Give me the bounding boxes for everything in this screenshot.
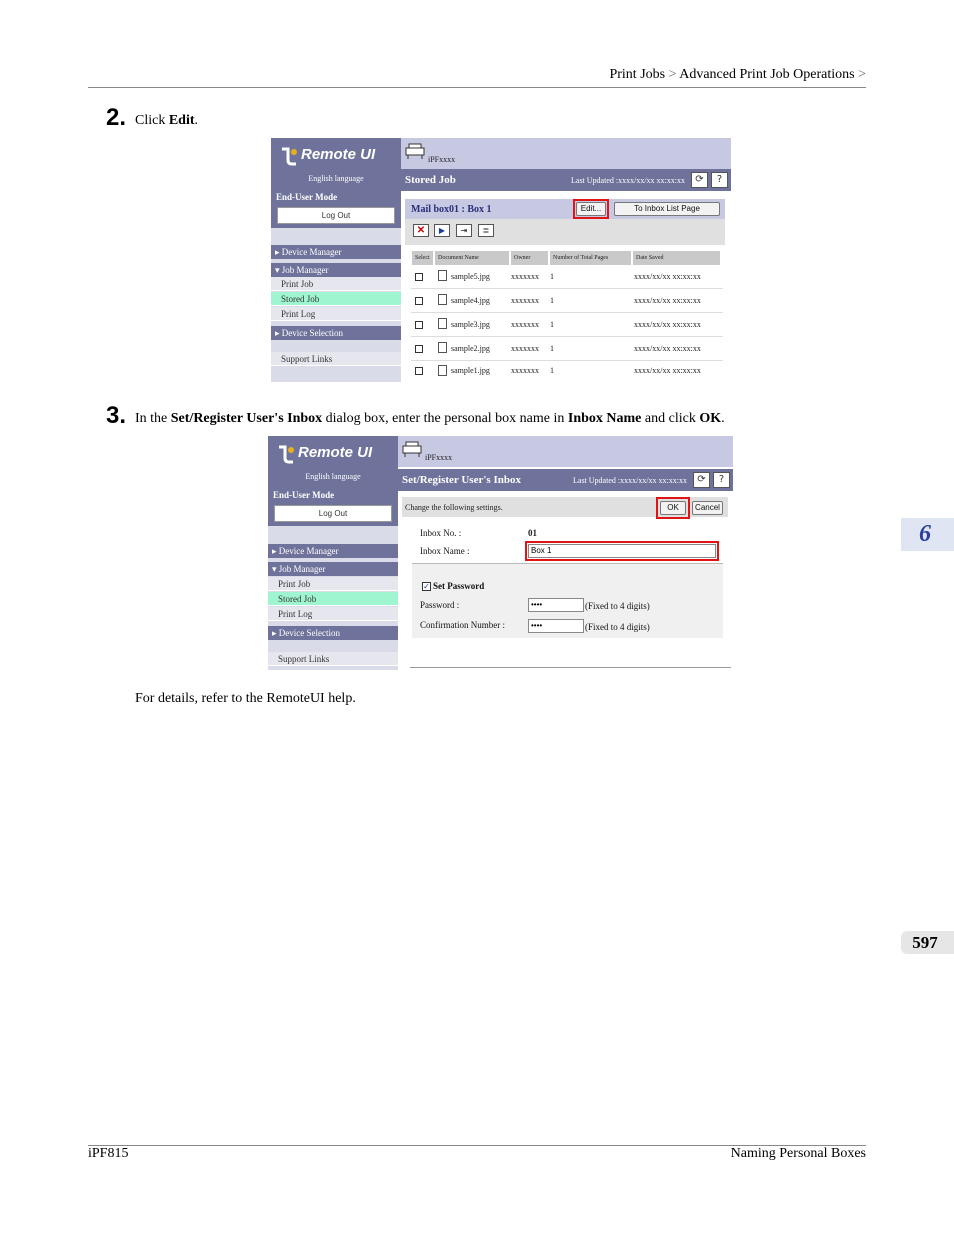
printer-name: iPFxxxx [425, 453, 453, 462]
nav-print-job[interactable]: Print Job [268, 577, 398, 591]
nav-stored-job[interactable]: Stored Job [268, 592, 398, 606]
inbox-no-label: Inbox No. : [420, 528, 462, 538]
password-note: (Fixed to 4 digits) [585, 601, 650, 611]
inbox-name-label: Inbox Name : [420, 546, 470, 556]
printer-bar [401, 138, 731, 169]
column-header-owner[interactable]: Owner [511, 251, 548, 265]
set-password-label: Set Password [433, 581, 485, 591]
document-name[interactable]: sample3.jpg [451, 320, 490, 329]
document-name[interactable]: sample1.jpg [451, 366, 490, 375]
print-icon[interactable]: ▶ [434, 224, 450, 237]
owner: xxxxxxx [511, 366, 539, 375]
date-saved: xxxx/xx/xx xx:xx:xx [634, 320, 701, 329]
document-icon [438, 342, 447, 353]
header-divider [88, 87, 866, 88]
nav-device-selection[interactable]: ▸ Device Selection [271, 326, 401, 340]
total-pages: 1 [550, 366, 554, 375]
breadcrumb-advanced-print-job-operations[interactable]: Advanced Print Job Operations [679, 67, 855, 82]
logout-button[interactable]: Log Out [277, 207, 395, 224]
nav-stored-job[interactable]: Stored Job [271, 292, 401, 306]
title-bar [398, 469, 733, 491]
box-title: Mail box01 : Box 1 [411, 204, 492, 215]
document-name[interactable]: sample2.jpg [451, 344, 490, 353]
nav-device-manager[interactable]: ▸ Device Manager [268, 544, 398, 558]
date-saved: xxxx/xx/xx xx:xx:xx [634, 344, 701, 353]
section-divider [412, 563, 723, 564]
total-pages: 1 [550, 296, 554, 305]
printer-icon [402, 441, 422, 457]
edit-button[interactable]: Edit... [576, 202, 606, 216]
column-header-document-name[interactable]: Document Name [435, 251, 509, 265]
table-row[interactable] [411, 337, 723, 361]
language-label: English language [308, 174, 364, 183]
nav-support-links[interactable]: Support Links [268, 652, 398, 666]
ok-button[interactable]: OK [660, 501, 686, 515]
document-icon [438, 294, 447, 305]
help-note: For details, refer to the RemoteUI help. [135, 691, 356, 706]
nav-print-job[interactable]: Print Job [271, 277, 401, 291]
confirmation-label: Confirmation Number : [420, 620, 505, 630]
table-row[interactable] [411, 289, 723, 313]
set-password-checkbox[interactable]: ✓ [423, 582, 430, 591]
edit-highlight [573, 199, 609, 219]
move-icon[interactable]: ⇥ [456, 224, 472, 237]
nav-print-log[interactable]: Print Log [271, 307, 401, 321]
password-field[interactable]: •••• [528, 598, 584, 612]
date-saved: xxxx/xx/xx xx:xx:xx [634, 272, 701, 281]
help-icon[interactable]: ? [711, 172, 728, 188]
total-pages: 1 [550, 272, 554, 281]
select-checkbox[interactable] [415, 345, 423, 353]
date-saved: xxxx/xx/xx xx:xx:xx [634, 366, 701, 375]
column-header-date-saved[interactable]: Date Saved [633, 251, 720, 265]
stored-job-screenshot [271, 138, 731, 382]
select-checkbox[interactable] [415, 321, 423, 329]
table-row[interactable] [411, 361, 723, 382]
nav-device-manager[interactable]: ▸ Device Manager [271, 245, 401, 259]
column-header-select: Select [412, 251, 433, 265]
nav-device-selection[interactable]: ▸ Device Selection [268, 626, 398, 640]
chapter-tab[interactable]: 6 [901, 518, 954, 551]
last-updated: Last Updated :xxxx/xx/xx xx:xx:xx [571, 176, 685, 185]
inbox-no-value: 01 [528, 528, 537, 538]
nav-support-links[interactable]: Support Links [271, 352, 401, 366]
step-text: In the Set/Register User's Inbox dialog box, enter the personal box name in Inbox Name and click OK. [135, 411, 725, 426]
breadcrumb-separator: > [668, 67, 677, 82]
step-text: Click Edit. [135, 113, 199, 128]
ok-highlight [656, 497, 690, 519]
select-checkbox[interactable] [415, 297, 423, 305]
total-pages: 1 [550, 344, 554, 353]
table-row[interactable] [411, 313, 723, 337]
inbox-name-highlight [525, 541, 719, 561]
breadcrumb [609, 67, 866, 83]
main-panel [398, 436, 733, 670]
nav-job-manager[interactable]: ▾ Job Manager [271, 263, 401, 277]
document-icon [438, 318, 447, 329]
select-checkbox[interactable] [415, 273, 423, 281]
logout-button[interactable]: Log Out [274, 505, 392, 522]
mode-label: End-User Mode [276, 192, 338, 202]
document-icon [438, 270, 447, 281]
breadcrumb-separator: > [858, 67, 866, 82]
details-icon[interactable]: ≣ [478, 224, 494, 237]
printer-bar [398, 436, 733, 467]
remote-ui-logo: Remote UI [271, 138, 401, 192]
nav-print-log[interactable]: Print Log [268, 607, 398, 621]
password-label: Password : [420, 600, 460, 610]
document-icon [438, 365, 447, 376]
inbox-list-button[interactable]: To Inbox List Page [614, 202, 720, 216]
remote-ui-logo-icon [276, 444, 296, 464]
page-title: Set/Register User's Inbox [402, 474, 521, 486]
date-saved: xxxx/xx/xx xx:xx:xx [634, 296, 701, 305]
owner: xxxxxxx [511, 344, 539, 353]
title-bar [401, 169, 731, 191]
form-bottom-line [410, 667, 731, 668]
page-title: Stored Job [405, 174, 456, 186]
confirmation-field[interactable]: •••• [528, 619, 584, 633]
refresh-icon[interactable]: ⟳ [693, 472, 710, 488]
owner: xxxxxxx [511, 272, 539, 281]
total-pages: 1 [550, 320, 554, 329]
cancel-button[interactable]: Cancel [692, 501, 723, 515]
inbox-name-field[interactable]: Box 1 [528, 544, 716, 558]
select-checkbox[interactable] [415, 367, 423, 375]
step-number: 2. [106, 104, 127, 131]
language-label: English language [305, 472, 361, 481]
nav-job-manager[interactable]: ▾ Job Manager [268, 562, 398, 576]
document-name[interactable]: sample4.jpg [451, 296, 490, 305]
table-row[interactable] [411, 265, 723, 289]
breadcrumb-print-jobs[interactable]: Print Jobs [609, 67, 666, 82]
printer-name: iPFxxxx [428, 155, 456, 164]
footer-product: iPF815 [88, 1146, 129, 1161]
footer-section-title: Naming Personal Boxes [730, 1146, 866, 1161]
help-icon[interactable]: ? [713, 472, 730, 488]
page-number: 597 [901, 931, 954, 954]
last-updated: Last Updated :xxxx/xx/xx xx:xx:xx [573, 476, 687, 485]
confirmation-note: (Fixed to 4 digits) [585, 622, 650, 632]
remote-ui-logo-icon [279, 146, 299, 166]
register-inbox-screenshot [268, 436, 733, 670]
instruction-text: Change the following settings. [405, 503, 503, 512]
document-name[interactable]: sample5.jpg [451, 272, 490, 281]
owner: xxxxxxx [511, 320, 539, 329]
remote-ui-logo: Remote UI [268, 436, 398, 490]
mode-label: End-User Mode [273, 490, 335, 500]
refresh-icon[interactable]: ⟳ [691, 172, 708, 188]
delete-icon[interactable]: ✕ [413, 224, 429, 237]
column-header-total-pages[interactable]: Number of Total Pages [550, 251, 631, 265]
printer-icon [405, 143, 425, 159]
owner: xxxxxxx [511, 296, 539, 305]
step-number: 3. [106, 402, 127, 429]
